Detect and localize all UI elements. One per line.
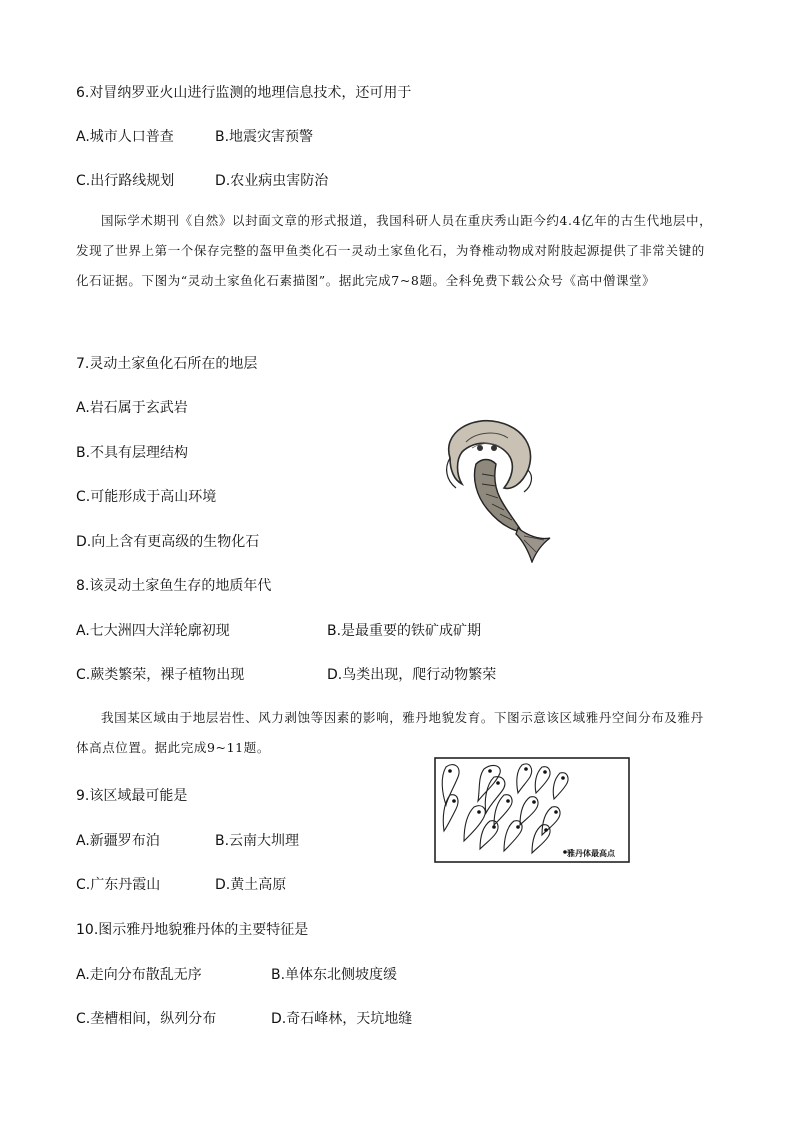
- q6-option-c: C.出行路线规划: [76, 173, 175, 189]
- q7-option-d: D.向上含有更高级的生物化石: [76, 534, 260, 550]
- q7-option-a: A.岩石属于玄武岩: [76, 400, 188, 416]
- q9-option-d: D.黄土高原: [215, 877, 287, 893]
- q6-stem: 6.对冒纳罗亚火山进行监测的地理信息技术，还可用于: [76, 85, 412, 101]
- q10-option-b: B.单体东北侧坡度缓: [271, 967, 398, 983]
- q9-option-c: C.广东丹霞山: [76, 877, 161, 893]
- eye-left: [477, 445, 483, 451]
- q6-option-a: A.城市人口普查: [76, 129, 174, 145]
- q7-option-b: B.不具有层理结构: [76, 445, 189, 461]
- fish-tail: [516, 528, 550, 562]
- q8-stem: 8.该灵动土家鱼生存的地质年代: [76, 578, 272, 594]
- q8-option-a: A.七大洲四大洋轮廓初现: [76, 623, 230, 639]
- eye-right: [491, 445, 497, 451]
- q10-option-d: D.奇石峰林，天坑地缝: [271, 1011, 413, 1027]
- q8-option-c: C.蕨类繁荣，裸子植物出现: [76, 667, 245, 683]
- q10-option-a: A.走向分布散乱无序: [76, 967, 202, 983]
- q10-option-c: C.垄槽相间，纵列分布: [76, 1011, 217, 1027]
- q8-option-d: D.鸟类出现，爬行动物繁荣: [327, 667, 497, 683]
- q9-option-b: B.云南大圳理: [215, 833, 300, 849]
- q7-option-c: C.可能形成于高山环境: [76, 489, 217, 505]
- q10-stem: 10.图示雅丹地貌雅丹体的主要特征是: [76, 922, 309, 938]
- q9-stem: 9.该区域最可能是: [76, 788, 188, 804]
- passage-yardang: 我国某区域由于地层岩性、风力剥蚀等因素的影响，雅丹地貌发育。下图示意该区域雅丹空间分布及雅丹体高点位置。据此完成9~11题。: [76, 710, 704, 755]
- q7-stem: 7.灵动土家鱼化石所在的地层: [76, 356, 258, 372]
- q8-option-b: B.是最重要的铁矿成矿期: [327, 623, 482, 639]
- passage-fossil: 国际学术期刊《自然》以封面文章的形式报道，我国科研人员在重庆秀山距今约4.4亿年的古生代地层中，发现了世界上第一个保存完整的盔甲鱼类化石一灵动土家鱼化石，为脊椎动物成对附肢起源提供了非常关键的化石证据。下图为“灵动土家鱼化石素描图”。据此完成7~8题。全科免费下载公众号《高中僧课堂》: [76, 213, 713, 288]
- q6-option-b: B.地震灾害预警: [215, 129, 314, 145]
- map-legend-label: 雅丹体最高点: [567, 849, 615, 858]
- fossil-fish-sketch: [432, 418, 554, 563]
- q9-option-a: A.新疆罗布泊: [76, 833, 160, 849]
- q6-option-d: D.农业病虫害防治: [215, 173, 329, 189]
